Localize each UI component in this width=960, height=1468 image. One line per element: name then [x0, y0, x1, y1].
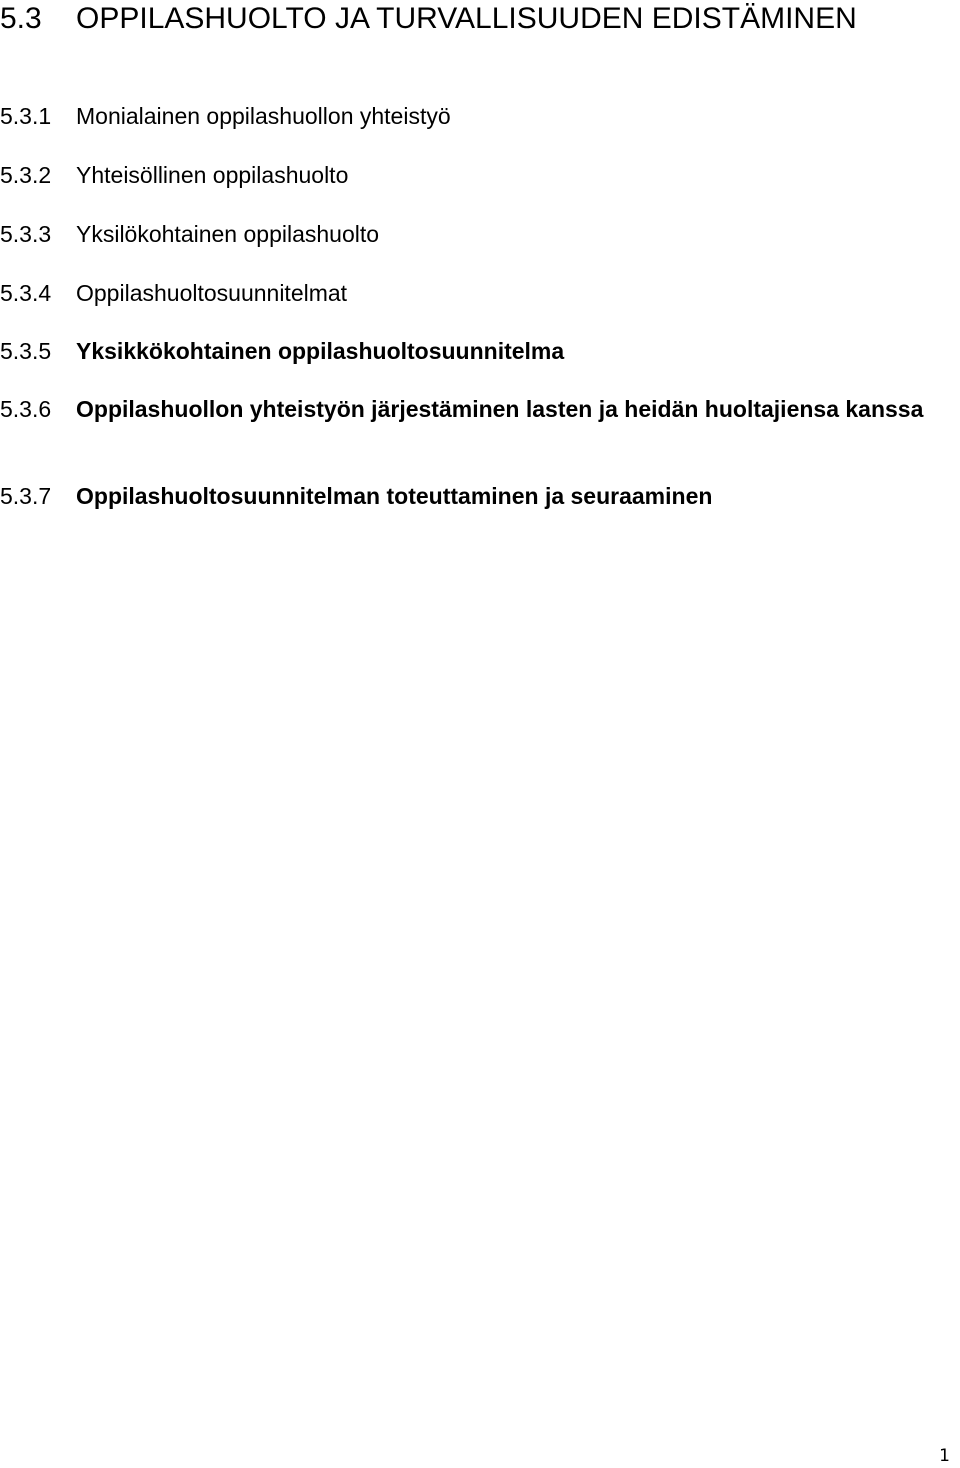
- section-number: 5.3.3: [0, 221, 52, 247]
- section-number: 5.3.2: [0, 162, 52, 188]
- page-number: 1: [939, 1446, 950, 1466]
- section-number: 5.3.1: [0, 103, 52, 129]
- main-heading-number: 5.3: [0, 2, 42, 35]
- section-number: 5.3.5: [0, 338, 52, 364]
- section-number: 5.3.4: [0, 280, 52, 306]
- main-heading: [0, 0, 950, 37]
- section-heading-5-3-4: [0, 278, 950, 308]
- section-title: Yhteisöllinen oppilashuolto: [76, 162, 349, 188]
- section-heading-5-3-2: [0, 160, 950, 190]
- section-heading-5-3-3: [0, 219, 950, 249]
- section-title: Oppilashuoltosuunnitelman toteuttaminen ja seuraaminen: [76, 483, 713, 509]
- section-number: 5.3.7: [0, 483, 52, 509]
- section-title: Yksikkökohtainen oppilashuoltosuunnitelma: [76, 338, 565, 364]
- main-heading-title: OPPILASHUOLTO JA TURVALLISUUDEN EDISTÄMINEN: [76, 2, 857, 35]
- section-title: Monialainen oppilashuollon yhteistyö: [76, 103, 451, 129]
- section-heading-5-3-5: [0, 336, 950, 366]
- section-heading-5-3-1: [0, 101, 950, 131]
- section-number: 5.3.6: [0, 396, 52, 422]
- section-title: Oppilashuoltosuunnitelmat: [76, 280, 348, 306]
- section-heading-5-3-7: [0, 481, 950, 511]
- section-heading-5-3-6: [0, 394, 950, 424]
- section-title: Yksilökohtainen oppilashuolto: [76, 221, 380, 247]
- section-title: Oppilashuollon yhteistyön järjestäminen lasten ja heidän huoltajiensa kanssa: [76, 396, 924, 422]
